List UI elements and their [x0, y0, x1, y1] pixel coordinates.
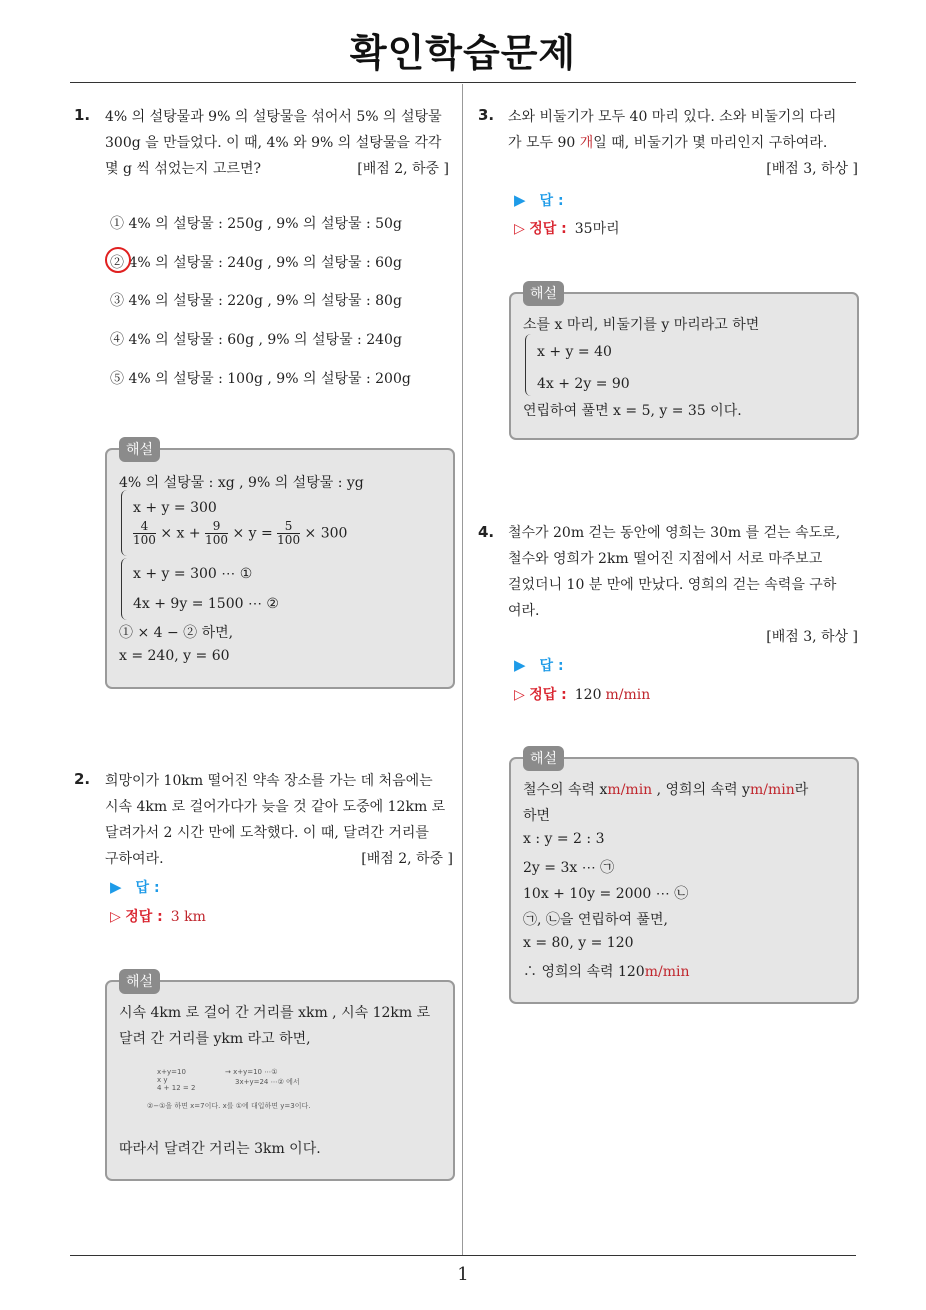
page-title: 확인학습문제 — [349, 31, 577, 75]
frac-num: 4 — [133, 520, 156, 534]
answer-label: 답 : — [539, 658, 564, 674]
choice-5[interactable]: ⑤ 4% 의 설탕물 : 100g , 9% 의 설탕물 : 200g — [110, 371, 411, 387]
problem-3-line-1: 소와 비둘기가 모두 40 마리 있다. 소와 비둘기의 다리 — [508, 109, 837, 125]
problem-2-line-1: 희망이가 10km 떨어진 약속 장소를 가는 데 처음에는 — [105, 773, 433, 789]
problem-4-answer[interactable] — [514, 655, 564, 675]
problem-1-number: 1. — [74, 106, 91, 124]
fraction — [277, 520, 300, 547]
selected-answer-circle-icon — [105, 247, 131, 273]
problem-2-explanation-box — [105, 974, 455, 1181]
correct-value: 35마리 — [574, 221, 620, 237]
problem-4-number: 4. — [478, 523, 495, 541]
answer-label: 답 : — [539, 193, 564, 209]
problem-1-line-3-text: 몇 g 씩 섞었는지 고르면? — [105, 161, 261, 177]
exp2-line-1: 시속 4km 로 걸어 간 거리를 xkm , 시속 12km 로 — [119, 1005, 431, 1021]
correct-value: 120 — [574, 687, 602, 703]
exp4-line-8 — [523, 961, 689, 981]
p3-l2b: 개 — [579, 135, 594, 151]
img-text: 3x+y=24 ⋯② 에서 — [235, 1078, 300, 1086]
img-text: x+y=10 — [157, 1068, 186, 1076]
exp1-line-1: 4% 의 설탕물 : xg , 9% 의 설탕물 : yg — [119, 475, 364, 491]
correct-label: 정답 : — [529, 687, 567, 703]
problem-1-line-2: 300g 을 만들었다. 이 때, 4% 와 9% 의 설탕물을 각각 — [105, 135, 442, 151]
frac-num: 9 — [205, 520, 228, 534]
problem-2-answer[interactable] — [110, 877, 160, 897]
frac-den: 100 — [277, 533, 301, 547]
problem-3-answer[interactable] — [514, 190, 564, 210]
brace-icon — [121, 558, 128, 620]
exp1-line-3 — [133, 520, 347, 547]
problem-4-line-4: 여라. — [508, 603, 540, 619]
problem-4-meta: [배점 3, 하상 ] — [766, 629, 858, 645]
problem-1-line-3 — [105, 156, 453, 182]
problem-4-line-1: 철수가 20m 걷는 동안에 영희는 30m 를 걷는 속도로, — [508, 525, 841, 541]
choice-2[interactable]: ② 4% 의 설탕물 : 240g , 9% 의 설탕물 : 60g — [110, 255, 402, 271]
problem-1-text — [105, 104, 453, 182]
correct-value: 3 km — [170, 909, 206, 925]
explanation-tag: 해설 — [119, 437, 160, 462]
explanation-tag: 해설 — [119, 969, 160, 994]
frac-num: 5 — [277, 520, 300, 534]
choice-1[interactable]: ① 4% 의 설탕물 : 250g , 9% 의 설탕물 : 50g — [110, 216, 402, 232]
problem-4-line-2: 철수와 영희가 2km 떨어진 지점에서 서로 마주보고 — [508, 551, 823, 567]
correct-unit: m/min — [605, 687, 651, 703]
problem-2-line-4-text: 구하여라. — [105, 851, 164, 867]
problem-1-line-1: 4% 의 설탕물과 9% 의 설탕물을 섞어서 5% 의 설탕물 — [105, 109, 442, 125]
exp3-line-4: 연립하여 풀면 x = 5, y = 35 이다. — [523, 403, 742, 419]
exp4-unit: m/min — [749, 782, 795, 798]
exp4-unit: m/min — [644, 964, 690, 980]
problem-3-text — [508, 104, 858, 182]
problem-4-correct — [514, 684, 650, 704]
explanation-tag: 해설 — [523, 281, 564, 306]
exp1-line-7: x = 240, y = 60 — [119, 648, 230, 664]
problem-2-line-3: 달려가서 2 시간 만에 도착했다. 이 때, 달려간 거리를 — [105, 825, 429, 841]
exp2-line-2: 달려 간 거리를 ykm 라고 하면, — [119, 1031, 311, 1047]
img-text: ②−①을 하면 x=7이다. x를 ①에 대입하면 y=3이다. — [147, 1102, 311, 1110]
page-number: 1 — [457, 1264, 469, 1285]
outline-triangle-icon: ▷ — [514, 687, 525, 703]
problem-4-line-3: 걸었더니 10 분 만에 만났다. 영희의 걷는 속력을 구하 — [508, 577, 837, 593]
correct-label: 정답 : — [125, 909, 163, 925]
exp1-times-y: × y = — [232, 525, 273, 542]
img-text: 4 + 12 = 2 — [157, 1084, 196, 1092]
exp1-line-4: x + y = 300 ⋯ ① — [133, 566, 253, 582]
exp1-line-2: x + y = 300 — [133, 500, 217, 516]
problem-3-explanation-box — [509, 286, 859, 440]
p3-l2c: 일 때, 비둘기가 몇 마리인지 구하여라. — [593, 135, 828, 151]
choice-4[interactable]: ④ 4% 의 설탕물 : 60g , 9% 의 설탕물 : 240g — [110, 332, 402, 348]
problem-1-explanation-box — [105, 442, 455, 689]
exp4-line-7: x = 80, y = 120 — [523, 935, 634, 951]
choice-3[interactable]: ③ 4% 의 설탕물 : 220g , 9% 의 설탕물 : 80g — [110, 293, 402, 309]
exp4-part: , 영희의 속력 y — [652, 782, 750, 798]
exp3-line-3: 4x + 2y = 90 — [537, 376, 630, 392]
exp2-line-3: 따라서 달려간 거리는 3km 이다. — [119, 1141, 321, 1157]
exp4-line-4: 2y = 3x ⋯ ㉠ — [523, 860, 615, 876]
exp3-line-1: 소를 x 마리, 비둘기를 y 마리라고 하면 — [523, 317, 760, 333]
play-icon: ▶ — [514, 191, 526, 209]
exp4-part: 라 — [794, 782, 809, 798]
problem-1-meta: [배점 2, 하중 ] — [357, 161, 449, 177]
frac-den: 100 — [205, 533, 228, 547]
fraction — [133, 520, 156, 547]
problem-2-meta: [배점 2, 하중 ] — [361, 851, 453, 867]
problem-2-text — [105, 768, 453, 872]
exp1-times-300: × 300 — [304, 525, 348, 542]
column-divider — [462, 84, 463, 1256]
play-icon: ▶ — [110, 878, 122, 896]
frac-den: 100 — [133, 533, 156, 547]
problem-3-correct — [514, 218, 620, 238]
answer-label: 답 : — [135, 880, 160, 896]
problem-3-line-2 — [508, 130, 858, 156]
top-rule — [70, 82, 856, 83]
problem-4-explanation-box — [509, 751, 859, 1004]
exp4-part: ∴ 영희의 속력 120 — [523, 964, 645, 980]
problem-2-correct — [110, 906, 206, 926]
exp4-line-3: x : y = 2 : 3 — [523, 831, 605, 847]
explanation-tag: 해설 — [523, 746, 564, 771]
outline-triangle-icon: ▷ — [110, 909, 121, 925]
exp4-line-6: ㉠, ㉡을 연립하여 풀면, — [523, 912, 668, 928]
img-text: → x+y=10 ⋯① — [225, 1068, 278, 1076]
problem-4-text — [508, 520, 858, 650]
p3-l2a: 가 모두 90 — [508, 135, 580, 151]
exp3-line-2: x + y = 40 — [537, 344, 612, 360]
exp1-times-x: × x + — [160, 525, 201, 542]
correct-label: 정답 : — [529, 221, 567, 237]
problem-2-line-2: 시속 4km 로 걸어가다가 늦을 것 같아 도중에 12km 로 — [105, 799, 446, 815]
exp4-part: 철수의 속력 x — [523, 782, 608, 798]
problem-2-line-4 — [105, 846, 453, 872]
problem-2-number: 2. — [74, 770, 91, 788]
bottom-rule — [70, 1255, 856, 1256]
play-icon: ▶ — [514, 656, 526, 674]
exp4-line-1 — [523, 779, 808, 799]
problem-3-number: 3. — [478, 106, 495, 124]
brace-icon — [525, 334, 532, 396]
exp4-line-5: 10x + 10y = 2000 ⋯ ㉡ — [523, 886, 689, 902]
problem-3-meta: [배점 3, 하상 ] — [766, 161, 858, 177]
img-text: x y — [157, 1076, 168, 1084]
exp4-unit: m/min — [607, 782, 653, 798]
exp4-line-2: 하면 — [523, 808, 551, 824]
fraction — [205, 520, 228, 547]
brace-icon — [121, 490, 128, 556]
exp1-line-5: 4x + 9y = 1500 ⋯ ② — [133, 596, 279, 612]
exp1-line-6: ① × 4 − ② 하면, — [119, 625, 234, 641]
outline-triangle-icon: ▷ — [514, 221, 525, 237]
